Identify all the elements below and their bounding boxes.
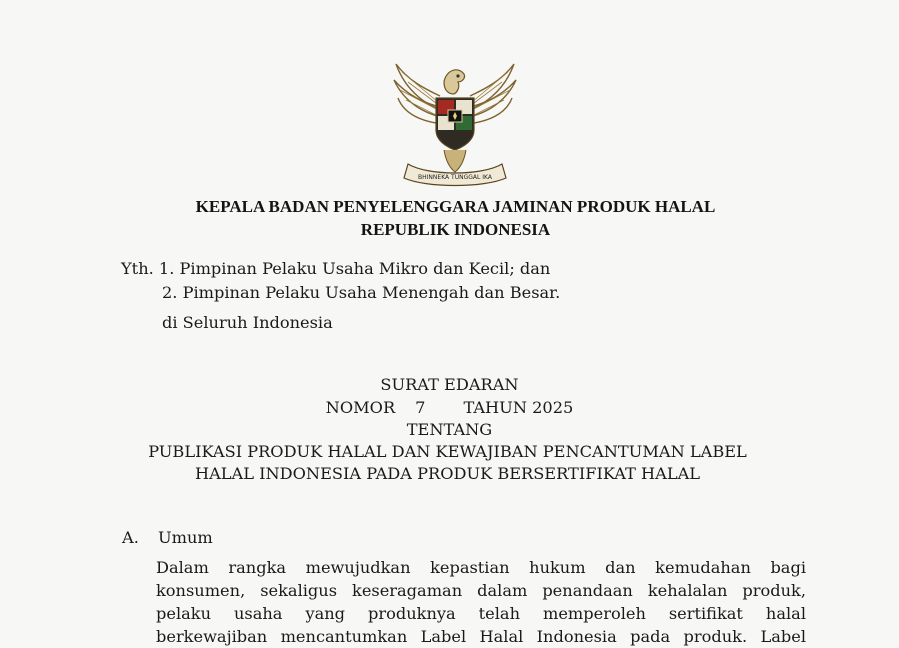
paragraph-line: konsumen, sekaligus keseragaman dalam penandaan kehalalan produk, (156, 581, 806, 600)
circular-title: SURAT EDARAN (380, 375, 519, 394)
addressee-prefix: Yth. (121, 259, 154, 278)
nomor-label: NOMOR (325, 398, 396, 417)
section-a-paragraph (156, 556, 806, 648)
circular-subject-line-1: PUBLIKASI PRODUK HALAL DAN KEWAJIBAN PENCANTUMAN LABEL (148, 442, 747, 461)
circular-number (6, 398, 893, 417)
circular-tentang: TENTANG (406, 420, 493, 439)
garuda-emblem-icon (388, 52, 522, 188)
tahun-label: TAHUN 2025 (463, 398, 574, 417)
section-letter: A. (122, 528, 139, 547)
section-a-heading (122, 528, 213, 547)
addressee-item-1: 1. Pimpinan Pelaku Usaha Mikro dan Kecil; dan (158, 259, 551, 278)
paragraph-line: Dalam rangka mewujudkan kepastian hukum dan kemudahan bagi (156, 558, 806, 577)
circular-subject-line-2: HALAL INDONESIA PADA PRODUK BERSERTIFIKAT HALAL (194, 464, 701, 483)
nomor-value: 7 (415, 398, 426, 417)
addressee-line-1 (121, 259, 550, 278)
paragraph-line: pelaku usaha yang produknya telah memperoleh sertifikat halal (156, 604, 806, 623)
section-title: Umum (158, 528, 213, 547)
emblem-motto: BHINNEKA TUNGGAL IKA (418, 174, 492, 181)
addressee-location: di Seluruh Indonesia (162, 313, 333, 332)
addressee-item-2: 2. Pimpinan Pelaku Usaha Menengah dan Besar. (162, 283, 561, 302)
agency-name: KEPALA BADAN PENYELENGGARA JAMINAN PRODUK HALAL (195, 197, 716, 216)
paragraph-line: berkewajiban mencantumkan Label Halal Indonesia pada produk. Label (156, 627, 806, 646)
agency-country: REPUBLIK INDONESIA (360, 220, 551, 239)
